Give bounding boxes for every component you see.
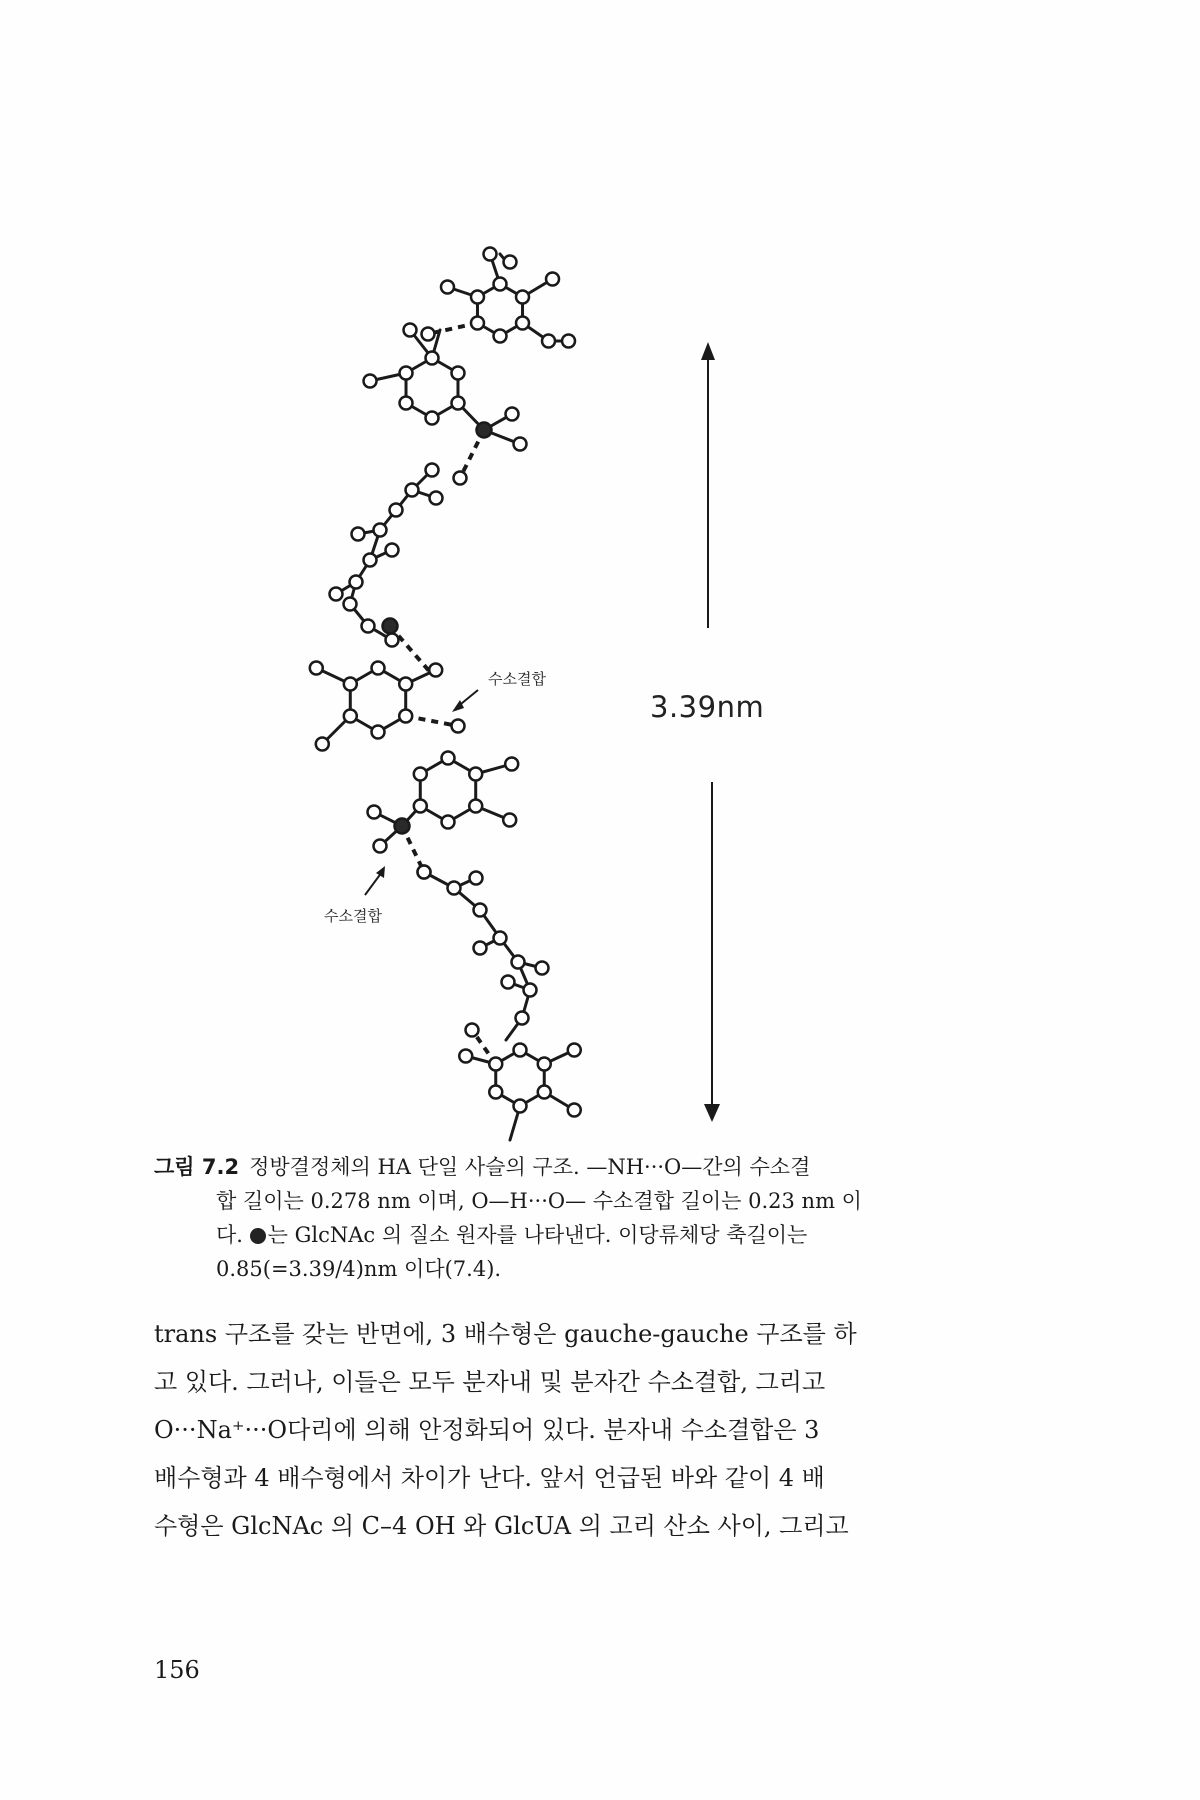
atom	[372, 662, 385, 675]
atom	[452, 720, 465, 733]
atom	[426, 464, 439, 477]
axis-length-label: 3.39nm	[650, 690, 765, 724]
atom	[546, 273, 559, 286]
body-line-4: 배수형과 4 배수형에서 차이가 난다. 앞서 언급된 바와 같이 4 배	[154, 1464, 825, 1492]
atom	[516, 1012, 529, 1025]
atom	[562, 335, 575, 348]
atom	[538, 1086, 551, 1099]
atom	[316, 738, 329, 751]
hbond-pointer-left-head	[376, 866, 385, 878]
atom	[454, 472, 467, 485]
atom	[503, 814, 516, 827]
nitrogen-atom	[477, 423, 492, 438]
atom	[494, 932, 507, 945]
atom	[386, 634, 399, 647]
atom	[400, 367, 413, 380]
atom	[429, 664, 442, 677]
body-line-2: 고 있다. 그러나, 이들은 모두 분자내 및 분자간 수소결합, 그리고	[154, 1368, 826, 1396]
atom	[422, 328, 435, 341]
atom	[350, 576, 363, 589]
hbond-pointer-left	[365, 872, 382, 895]
atom	[374, 524, 387, 537]
atom	[418, 866, 431, 879]
page-number: 156	[154, 1656, 200, 1684]
atom	[426, 352, 439, 365]
body-line-1: trans 구조를 갖는 반면에, 3 배수형은 gauche-gauche 구조를 하	[154, 1320, 857, 1348]
atom	[310, 662, 323, 675]
caption-lead: 그림 7.2	[154, 1155, 240, 1179]
atom	[344, 678, 357, 691]
atom	[459, 1050, 472, 1063]
caption-line-1: 그림 7.2 정방결정체의 HA 단일 사슬의 구조. —NH···O—간의 수소결	[154, 1155, 811, 1179]
atom	[442, 816, 455, 829]
atom	[470, 872, 483, 885]
atom	[514, 1100, 527, 1113]
atom	[538, 1058, 551, 1071]
axis-arrow-down-head	[704, 1104, 720, 1122]
atom	[568, 1104, 581, 1117]
atom	[414, 800, 427, 813]
nitrogen-atom-symbol-icon	[250, 1228, 266, 1244]
axis-arrow-up-head	[701, 342, 715, 360]
atom	[352, 528, 365, 541]
atom	[414, 768, 427, 781]
hbond-label-left: 수소결합	[324, 907, 382, 925]
atom	[494, 278, 507, 291]
atom	[426, 412, 439, 425]
caption-line-4: 0.85(=3.39/4)nm 이다(7.4).	[216, 1257, 502, 1281]
atom	[441, 281, 454, 294]
atom	[448, 882, 461, 895]
atom	[504, 256, 517, 269]
atom	[469, 768, 482, 781]
atom	[386, 544, 399, 557]
atom	[400, 397, 413, 410]
caption-line-3: 다. 는 GlcNAc 의 질소 원자를 나타낸다. 이당류체당 축길이는	[216, 1223, 808, 1247]
atom	[542, 335, 555, 348]
atom	[399, 678, 412, 691]
atom	[514, 438, 527, 451]
atom	[514, 1044, 527, 1057]
atom	[516, 291, 529, 304]
atom	[451, 367, 464, 380]
atom	[505, 758, 518, 771]
atom	[471, 317, 484, 330]
atom	[469, 800, 482, 813]
figure-caption	[154, 1150, 1014, 1286]
hydrogen-bond-dash	[390, 626, 430, 672]
atom	[451, 397, 464, 410]
body-line-3: O···Na⁺···O다리에 의해 안정화되어 있다. 분자내 수소결합은 3	[154, 1416, 820, 1444]
atom	[364, 554, 377, 567]
atom	[344, 710, 357, 723]
nitrogen-atom	[395, 819, 410, 834]
atom	[516, 317, 529, 330]
atom	[368, 806, 381, 819]
caption-line-2: 합 길이는 0.278 nm 이며, O—H···O— 수소결합 길이는 0.23 nm 이	[216, 1189, 862, 1213]
atom	[512, 956, 525, 969]
atom	[568, 1044, 581, 1057]
atom	[364, 375, 377, 388]
atom	[524, 984, 537, 997]
atom	[399, 710, 412, 723]
atom	[372, 726, 385, 739]
atom	[466, 1024, 479, 1037]
nitrogen-atom	[383, 619, 398, 634]
atom	[474, 942, 487, 955]
atom	[494, 330, 507, 343]
body-line-5: 수형은 GlcNAc 의 C–4 OH 와 GlcUA 의 고리 산소 사이, 그리고	[154, 1512, 849, 1540]
atom	[536, 962, 549, 975]
atom	[344, 598, 357, 611]
hbond-label-right: 수소결합	[488, 670, 546, 688]
atom	[442, 752, 455, 765]
atom	[502, 976, 515, 989]
atom	[390, 504, 403, 517]
atom	[489, 1058, 502, 1071]
hydrogen-bond-dash	[406, 716, 458, 726]
atom	[404, 324, 417, 337]
atom	[430, 492, 443, 505]
atom	[471, 291, 484, 304]
atom	[489, 1086, 502, 1099]
atom	[362, 620, 375, 633]
body-paragraph	[154, 1310, 1014, 1550]
atom	[374, 840, 387, 853]
atom	[506, 408, 519, 421]
atom	[330, 588, 343, 601]
atom	[484, 248, 497, 261]
atom	[406, 484, 419, 497]
atom	[474, 904, 487, 917]
